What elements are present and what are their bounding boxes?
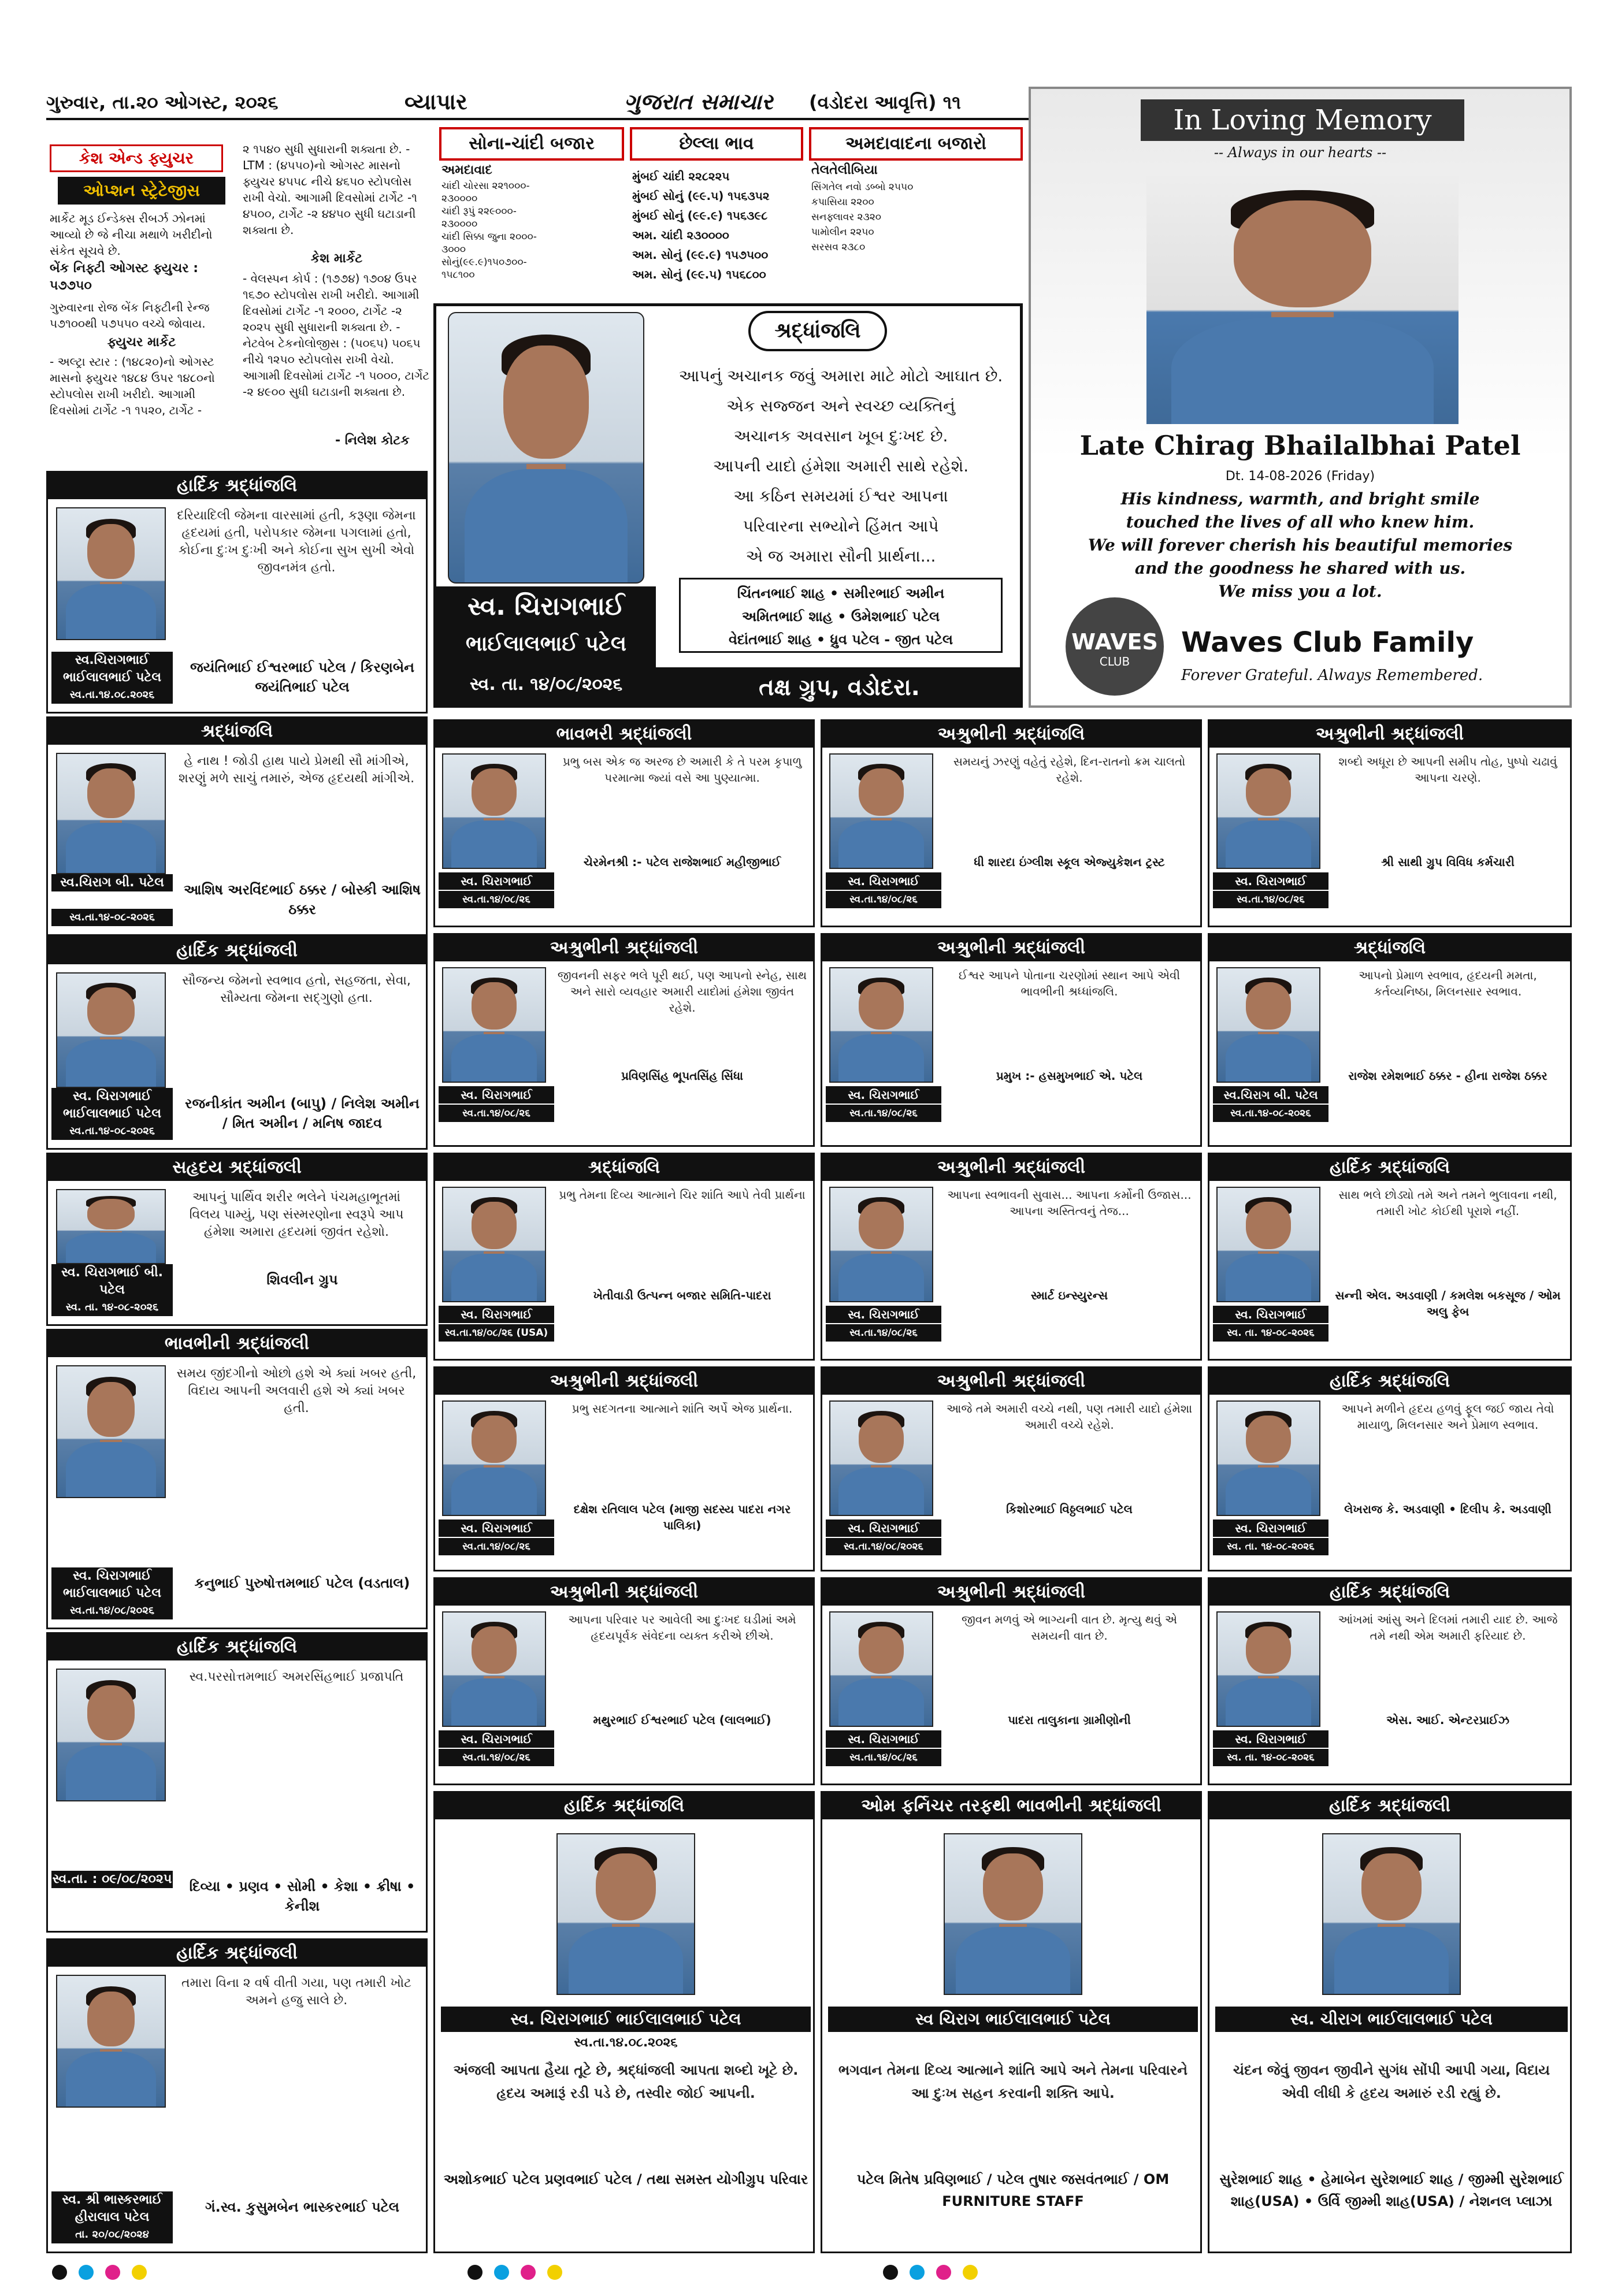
last-price-box: [630, 127, 803, 295]
top-memorial-line: એક સજ્જન અને સ્વચ્છ વ્યક્તિનું: [726, 396, 955, 415]
gold-box: [439, 127, 624, 295]
grid-notice: [821, 1366, 1202, 1571]
notice-title: અશ્રુભીની શ્રદ્ધાંજલી: [822, 1368, 1200, 1395]
notice-names: પ્રમુખ :- હસમુખભાઈ એ. પટેલ: [996, 1069, 1143, 1083]
notice-date: સ્વ.તા.૧૪/૦૮/૨૬: [439, 891, 554, 908]
top-memorial-line: એ જ અમારા સૌની પ્રાર્થના...: [745, 547, 936, 566]
notice-text: પ્રભુ સદગતના આત્માને શાંતિ અર્પે એજ પ્રાર્થના.: [572, 1402, 793, 1416]
notice-person: સ્વ. ચિરાગભાઈ: [439, 1306, 554, 1323]
notice-date: સ્વ. તા. ૧૪-૦૮-૨૦૨૬: [1213, 1324, 1328, 1342]
loving-dt: Dt. 14-08-2026 (Friday): [1225, 469, 1375, 484]
top-memorial-line: પરિવારના સભ્યોને હિંમત આપે: [743, 517, 939, 536]
notice-names: સ્માર્ટ ઇન્સ્યુરન્સ: [1030, 1288, 1108, 1302]
bank-nifty-title: બેંક નિફ્ટી ઓગસ્ટ ફ્યુચર : ૫૭૭૫૦: [50, 261, 199, 293]
top-memorial-name-row: વેદાંતભાઈ શાહ • ધ્રુવ પટેલ - જીત પટેલ: [728, 631, 953, 648]
market-col1: માર્કેટ મૂડ ઈન્ડેક્સ રીબર્ઝ ઝોનમાં આવ્યો છે જે નીચા મથાળે ખરીદીનો સંકેત સૂચવે છે.: [50, 211, 213, 258]
notice-title: હાર્દિક શ્રદ્ધાંજલિ: [48, 1634, 426, 1660]
header-edition: (વડોદરા આવૃત્તિ) ૧૧: [809, 91, 961, 113]
person-photo: [1216, 753, 1320, 869]
loving-memory: [1029, 87, 1572, 708]
gold-ahmedabad: અમદાવાદ: [441, 163, 492, 177]
masthead: [46, 87, 1029, 120]
person-photo: [442, 1187, 546, 1302]
notice-names: કિશોરભાઈ વિઠ્ઠલભાઈ પટેલ: [1006, 1502, 1133, 1516]
last-title: છેલ્લા ભાવ: [630, 127, 803, 161]
ahm-row: સિંગતેલ નવો ડબ્બો ૨૫૫૦: [811, 181, 914, 193]
notice-text: તમારા વિના ૨ વર્ષ વીતી ગયા, પણ તમારી ખોટ અમને હજુ સાલે છે.: [181, 1976, 411, 2008]
notice-person: સ્વ. ચિરાગભાઈ: [1213, 1730, 1328, 1748]
notice-title: શ્રદ્ધાંજલિ: [1209, 935, 1570, 961]
notice-text: પ્રભુ બસ એક જ અરજ છે અમારી કે તે પરમ કૃપાળુ પરમાત્મા જ્યાં વસે આ પુણ્યાત્મા.: [562, 755, 802, 785]
loving-line: His kindness, warmth, and bright smile: [1120, 489, 1480, 508]
notice-names: શિવલીન ગ્રુપ: [266, 1272, 338, 1288]
notice-date: સ્વ.તા.૧૪-૦૮-૨૦૨૬: [1213, 1105, 1328, 1122]
notice-date: સ્વ. તા. ૧૪-૦૮-૨૦૨૬: [1213, 1538, 1328, 1555]
loving-line: touched the lives of all who knew him.: [1126, 512, 1475, 532]
top-memorial-line: અચાનક અવસાન ખૂબ દુઃખદ છે.: [733, 426, 948, 445]
grid-notice: [821, 719, 1202, 927]
gold-row: ચાંદી રૂપું ૨૨૯૦૦૦-: [441, 206, 517, 217]
notice-title: હાર્દિક શ્રદ્ધાંજલી: [48, 1940, 426, 1967]
ahm-title: અમદાવાદના બજારો: [809, 127, 1023, 161]
header-section: વ્યાપાર: [404, 89, 467, 114]
notice-person: સ્વ.ચિરાગભાઈ: [51, 652, 173, 669]
notice-person: સ્વ. ચિરાગભાઈ: [826, 1086, 941, 1104]
notice-text: ઈશ્વર આપને પોતાના ચરણોમાં સ્થાન આપે એવી ભાવભીની શ્રધ્ધાંજલિ.: [958, 968, 1181, 998]
notice-date: સ્વ.તા.૧૪/૦૮/૨૬: [439, 1538, 554, 1555]
person-photo: [442, 1400, 546, 1516]
notice-names: પાદરા તાલુકાના ગ્રામીણોની: [1008, 1713, 1131, 1727]
future-market-title: ફ્યુચર માર્કેટ: [107, 335, 176, 350]
notice-person: સ્વ. ચિરાગભાઈ: [826, 1730, 941, 1748]
option-title: ઓપ્શન સ્ટ્રેટેજીસ: [58, 177, 225, 205]
gold-row: ૨૩૦૦૦૦: [441, 193, 478, 205]
notice-title: હાર્દિક શ્રદ્ધાંજલિ: [1209, 1368, 1570, 1395]
club-name: Waves Club Family: [1181, 626, 1474, 659]
market-col1b: ગુરુવારના રોજ બેંક નિફ્ટીની રેન્જ ૫૭૧૦૦થી ૫૭૫૫૦ વચ્ચે જોવાય.: [50, 300, 210, 330]
notice-text: હે નાથ ! જોડી હાથ પાયે પ્રેમથી સૌ માંગીએ, શરણું મળે સાચું તમારું, એજ હૃદયથી માંગીએ.: [178, 754, 415, 786]
gold-rows: [439, 180, 624, 281]
notice-names: પ્રવિણસિંહ ભૂપતસિંહ સિંધા: [621, 1069, 744, 1083]
notice-date: સ્વ.તા.૧૪/૦૮/૨૬: [1213, 891, 1328, 908]
gold-row: ૧૫૮૧૦૦: [441, 269, 475, 281]
notice-person: સ્વ. ચિરાગભાઈ: [1213, 1306, 1328, 1323]
oilseeds-title: તેલતેલીબિયા: [811, 163, 878, 177]
gold-row: સોનું(૯૯.૯)૧૫૦૭૦૦-: [441, 257, 527, 268]
bottom-notice: [821, 1791, 1202, 2253]
grid-notice: [821, 933, 1202, 1147]
gold-row: ચાંદી સિક્કા જુના ૨૦૦૦-: [441, 231, 537, 243]
top-memorial-photo: [448, 312, 644, 584]
person-photo: [829, 753, 933, 869]
gold-row: ૩૦૦૦: [441, 244, 466, 255]
notice-date: સ્વ.તા.૧૪/૦૮/૨૦૨૬: [826, 1538, 941, 1555]
notice-date: સ્વ.તા.૧૪/૦૮/૨૬: [439, 1749, 554, 1766]
header-paper: ગુજરાત સમાચાર: [624, 89, 773, 114]
notice-title: શ્રદ્ધાંજલિ: [48, 718, 426, 745]
notice-text: જીવનની સફર ભલે પૂરી થઈ, પણ આપનો સ્નેહ, સાથ અને સારો વ્યવહાર અમારી યાદોમાં હંમેશા જીવંત રહેશે.: [557, 968, 807, 1015]
left-notice: [46, 1632, 428, 1933]
market-col2b: - વેલસ્પન કોર્પ : (૧૭૭૪) ૧૭૦૪ ઉપર ૧૬૭૦ સ્ટોપલોસ રાખી ખરીદો. આગામી દિવસોમાં ટાર્ગેટ -૧ ૨૦૦૦, ટાર્ગેટ -૨ ૨૦૨૫ સુધી સુધારાની શક્યતા છે. - નેટવેબ ટેકનોલોજીસ : (૫૦૬૫) ૫૦૬૫ નીચે ૧૨૫૦ સ્ટોપલોસ રાખી વેચો. આગામી દિવસોમાં ટાર્ગેટ -૧ ૫૦૦૦, ટાર્ગેટ -૨ ૪૯૦૦ સુધી ઘટાડાની શક્યતા છે.: [243, 272, 430, 399]
loving-title: In Loving Memory: [1141, 99, 1464, 141]
notice-person: સ્વ. ચિરાગભાઈ: [826, 1306, 941, 1323]
left-notice: [46, 1153, 428, 1326]
notice-person2: ભાઈલાલભાઈ પટેલ: [51, 669, 173, 686]
grid-notice: [433, 1366, 815, 1571]
top-memorial-name-row: અમિતભાઈ શાહ • ઉમેશભાઈ પટેલ: [741, 608, 940, 625]
notice-person: સ્વ. ચિરાગભાઈ: [1213, 872, 1328, 890]
notice-names: મથુરભાઈ ઈશ્વરભાઈ પટેલ (લાલભાઈ): [593, 1713, 771, 1727]
notice-text: આપના પરિવાર પર આવેલી આ દુઃખદ ઘડીમાં અમે હૃદયપૂર્વક સંવેદના વ્યક્ત કરીએ છીએ.: [568, 1613, 796, 1643]
notice-names: સુરેશભાઈ શાહ • હેમાબેન સુરેશભાઈ શાહ / જીમ્મી સુરેશભાઈ શાહ(USA) • ઉર્વિ જીમ્મી શાહ(USA) / નેશનલ પ્લાઝા: [1219, 2171, 1564, 2209]
person-photo: [1216, 967, 1320, 1083]
notice-names: અશોકભાઈ પટેલ પ્રણવભાઈ પટેલ / તથા સમસ્ત યોગીગ્રુપ પરિવાર: [443, 2171, 808, 2187]
notice-text: આપનું પાર્થિવ શરીર ભલેને પંચમહાભૂતમાં વિલય પામ્યું, પણ સંસ્મરણોના સ્વરૂપે આપ હંમેશા અમારા હૃદયમાં જીવંત રહેશો.: [189, 1190, 404, 1239]
last-price-row: અમ. સોનું (૯૯.૫) ૧૫૬૮૦૦: [632, 268, 766, 281]
notice-text: સમય જીંદગીનો ઓછો હશે એ ક્યાં ખબર હતી, વિદાય આપની અલવારી હશે એ ક્યાં ખબર હતી.: [176, 1366, 417, 1416]
last-price-row: મુંબઈ ચાંદી ૨૨૮૨૨૫: [632, 169, 730, 183]
person-photo: [56, 1975, 166, 2108]
club-sub: Forever Grateful. Always Remembered.: [1181, 667, 1483, 684]
waves-logo-text: WAVES: [1071, 629, 1158, 655]
notice-date: સ્વ.તા.૧૪.૦૮.૨૦૨૬: [574, 2035, 678, 2050]
notice-person: સ્વ. ચિરાગભાઈ: [439, 872, 554, 890]
person-photo: [829, 967, 933, 1083]
notice-person: સ્વ. ચિરાગભાઈ: [1213, 1519, 1328, 1537]
notice-person: સ્વ. ચિરાગભાઈ: [439, 1086, 554, 1104]
grid-notice: [1208, 719, 1572, 927]
bottom-notice: [433, 1791, 815, 2253]
notice-names: જયંતિભાઈ ઈશ્વરભાઈ પટેલ / કિરણબેન જયંતિભાઈ પટેલ: [190, 659, 414, 695]
notice-title: અશ્રુભીની શ્રદ્ધાંજલી: [435, 1579, 813, 1606]
notice-title: શ્રદ્ધાંજલિ: [435, 1154, 813, 1181]
left-notice: [46, 716, 428, 936]
notice-person: સ્વ. ચિરાગભાઈ: [826, 872, 941, 890]
notice-title: ઓમ ફર્નિચર તરફથી ભાવભીની શ્રદ્ધાંજલી: [822, 1793, 1200, 1819]
notice-title: અશ્રુભીની શ્રદ્ધાંજલી: [822, 1154, 1200, 1181]
notice-names: લેખરાજ કે. અડવાણી • દિલીપ કે. અડવાણી: [1344, 1502, 1552, 1516]
loving-lines: [1031, 488, 1569, 603]
notice-title: ભાવભીની શ્રદ્ધાંજલી: [48, 1331, 426, 1357]
notice-text: ચંદન જેવું જીવન જીવીને સુગંધ સોંપી આપી ગયા, વિદાય એવી લીધી કે હૃદય અમારું રડી રહ્યું છે.: [1233, 2062, 1550, 2101]
waves-logo: [1066, 597, 1164, 696]
person-photo: [56, 1365, 166, 1498]
grid-notice: [433, 1153, 815, 1361]
notice-person: સ્વ ચિરાગ ભાઈલાલભાઈ પટેલ: [828, 2007, 1198, 2032]
grid-notice: [433, 719, 815, 927]
top-memorial-name-row: ચિંતનભાઈ શાહ • સમીરભાઈ અમીન: [737, 585, 945, 601]
grid-notice: [821, 1153, 1202, 1361]
left-notice: [46, 1938, 428, 2253]
notice-person: સ્વ. ચીરાગ ભાઈલાલભાઈ પટેલ: [1215, 2007, 1568, 2032]
market-col1c: - અલ્ટ્રા સ્ટાર : (૧૪૮૨૦)નો ઓગસ્ટ માસનો ફ્યુચર ૧૪૮૪ ઉપર ૧૪૮૦નો સ્ટોપલોસ રાખી ખરીદો. આગામી દિવસોમાં ટાર્ગેટ -૧ ૧૫૨૦, ટાર્ગેટ -: [50, 355, 215, 417]
notice-date: સ્વ. તા. ૧૪-૦૮-૨૦૨૬: [51, 1299, 173, 1316]
notice-names: ધી શારદા ઇંગ્લીશ સ્કૂલ એજ્યુકેશન ટ્રસ્ટ: [974, 855, 1165, 869]
notice-text: દરિયાદિલી જેમના વારસામાં હતી, કરૂણા જેમના હૃદયમાં હતી, પરોપકાર જેમના પગલામાં હતો, કોઈના દુઃખ દુઃખી અને કોઈના સુખ સુખી એવો જીવનમંત્ર હતો.: [177, 508, 416, 575]
loving-line: We miss you a lot.: [1218, 582, 1382, 601]
notice-names: શ્રી સાથી ગ્રુપ વિવિધ કર્મચારી: [1381, 855, 1515, 869]
notice-person: સ્વ. ચિરાગભાઈ બી. પટેલ: [51, 1264, 173, 1299]
top-memorial: [433, 303, 1023, 708]
loving-line: and the goodness he shared with us.: [1134, 559, 1466, 578]
last-price-row: અમ. સોનું (૯૯.૯) ૧૫૭૫૦૦: [632, 248, 769, 262]
person-photo: [56, 1189, 166, 1264]
notice-title: અશ્રુભીની શ્રદ્ધાંજલી: [435, 935, 813, 961]
notice-person2: ભાઈલાલભાઈ પટેલ: [51, 1105, 173, 1123]
ahm-market-box: [809, 127, 1023, 295]
notice-title: ભાવભરી શ્રદ્ધાંજલી: [435, 721, 813, 748]
notice-person2: ભાઈલાલભાઈ પટેલ: [51, 1585, 173, 1602]
notice-date: સ્વ.તા.૧૪/૦૮/૨૬ (USA): [439, 1324, 554, 1342]
notice-title: અશ્રુભીની શ્રદ્ધાંજલી: [435, 1368, 813, 1395]
notice-names: ચેરમેનશ્રી :- પટેલ રાજેશભાઈ મહીજીભાઈ: [583, 855, 781, 869]
last-price-row: અમ. ચાંદી ૨૩૦૦૦૦: [632, 228, 729, 242]
notice-names: સન્ની એલ. અડવાણી / કમલેશ બકસૂજ / ઓમ અલુ ફેબ: [1335, 1288, 1561, 1318]
cash-future-title: કેશ એન્ડ ફ્યુચર: [50, 144, 223, 172]
notice-person2: હીરાલાલ પટેલ: [51, 2209, 173, 2226]
header-date: ગુરુવાર, તા.૨૦ ઓગસ્ટ, ૨૦૨૬: [46, 91, 279, 113]
left-notice: [46, 1329, 428, 1629]
notice-text: સૌજન્ય જેમનો સ્વભાવ હતો, સહજતા, સેવા, સૌમ્યતા જેમના સદ્ગુણો હતા.: [182, 974, 411, 1005]
notice-names: રજનીકાંત અમીન (બાપુ) / નિલેશ અમીન / મિત અમીન / મનિષ જાદવ: [185, 1095, 420, 1131]
notice-date: તા. ૨૦/૦૮/૨૦૨૪: [51, 2226, 173, 2243]
grid-notice: [821, 1577, 1202, 1785]
notice-text: જીવન મળવું એ ભાગ્યની વાત છે. મૃત્યુ થવું એ સમયની વાત છે.: [962, 1613, 1177, 1643]
notice-text: અંજલી આપતા હૈયા તૂટે છે, શ્રદ્ધાંજલી આપતા શબ્દો ખૂટે છે. હૃદય અમારૂં રડી પડે છે, તસ્વીર જોઈ આપની.: [453, 2062, 799, 2101]
notice-text: આજે તમે અમારી વચ્ચે નથી, પણ તમારી યાદો હંમેશા અમારી વચ્ચે રહેશે.: [946, 1402, 1193, 1432]
color-registration-marks: [0, 2265, 1618, 2282]
grid-notice: [1208, 1153, 1572, 1361]
last-rows: [630, 161, 803, 290]
notice-names: પટેલ મિતેષ પ્રવિણભાઈ / પટેલ તુષાર જસવંતભાઈ / OM FURNITURE STAFF: [856, 2171, 1170, 2209]
notice-person: સ્વ. ચિરાગભાઈ: [51, 1567, 173, 1585]
notice-date: સ્વ.તા.૧૪/૦૮/૨૬: [826, 891, 941, 908]
top-memorial-lines: [667, 361, 1014, 571]
notice-title: અશ્રુભીની શ્રદ્ધાંજલી: [1209, 721, 1570, 748]
notice-person: સ્વ.તા. : ૦૯/૦૮/૨૦૨૫: [51, 1871, 173, 1888]
person-photo: [829, 1611, 933, 1727]
person-photo: [442, 967, 546, 1083]
notice-names: ખેતીવાડી ઉત્પન્ન બજાર સમિતિ-પાદરા: [593, 1288, 771, 1302]
notice-text: પ્રભુ તેમના દિવ્ય આત્માને ચિર શાંતિ આપે તેવી પ્રાર્થના: [559, 1188, 806, 1202]
notice-person: સ્વ.ચિરાગ બી. પટેલ: [1213, 1086, 1328, 1104]
top-memorial-line: આપની યાદો હંમેશા અમારી સાથે રહેશે.: [712, 456, 969, 475]
notice-date: સ્વ.તા.૧૪/૦૮/૨૬: [826, 1749, 941, 1766]
top-memorial-person: સ્વ. ચિરાગભાઈ: [436, 586, 656, 627]
notice-title: હાર્દિક શ્રદ્ધાંજલિ: [435, 1793, 813, 1819]
person-photo: [1216, 1400, 1320, 1516]
notice-text: આપને મળીને હૃદય હળવું ફૂલ જઈ જાય તેવો માયાળુ, મિલનસાર અને પ્રેમાળ સ્વભાવ.: [1341, 1402, 1554, 1432]
notice-person: સ્વ. ચિરાગભાઈ: [439, 1519, 554, 1537]
ahm-rows: [809, 180, 1023, 255]
cash-market-title: કેશ માર્કેટ: [310, 251, 363, 266]
top-memorial-date: સ્વ. તા. ૧૪/૦૮/૨૦૨૬: [436, 667, 656, 705]
ahm-row: પામોલીન ૨૨૫૦: [811, 226, 874, 238]
market-col2: ૨ ૧૫૪૦ સુધી સુધારાની શક્યતા છે. - LTM : (૪૫૫૦)નો ઓગસ્ટ માસનો ફ્યુચર ૪૫૫૮ નીચે ૪૬૫૦ સ્ટોપલોસ રાખી વેચો. આગામી દિવસોમાં ટાર્ગેટ -૧ ૪૫૦૦, ટાર્ગેટ -૨ ૪૪૫૦ સુધી ઘટાડાની શક્યતા છે.: [243, 142, 417, 237]
notice-text: સમયનું ઝરણું વહેતું રહેશે, દિન-રાતનો ક્રમ ચાલતો રહેશે.: [953, 755, 1186, 785]
person-photo: [1216, 1187, 1320, 1302]
person-photo: [56, 972, 166, 1088]
notice-person: સ્વ. ચિરાગભાઈ: [826, 1519, 941, 1537]
notice-date: સ્વ.તા.૧૪/૦૮/૨૦૨૬: [51, 1602, 173, 1619]
top-memorial-group: તક્ષ ગ્રુપ, વડોદરા.: [656, 667, 1023, 708]
notice-text: સાથ ભલે છોડ્યો તમે અને તમને ભુલાવના નથી, તમારી ખોટ કોઈથી પૂરાશે નહીં.: [1338, 1188, 1557, 1218]
person-photo: [56, 507, 166, 640]
last-price-row: મુંબઈ સોનું (૯૯.૫) ૧૫૬૩૫૨: [632, 189, 770, 203]
person-photo: [1322, 1833, 1461, 1995]
left-notice: [46, 471, 428, 714]
loving-line: We will forever cherish his beautiful memories: [1088, 536, 1513, 555]
notice-title: અશ્રુભીની શ્રદ્ધાંજલી: [822, 935, 1200, 961]
notice-text: ભગવાન તેમના દિવ્ય આત્માને શાંતિ આપે અને તેમના પરિવારને આ દુઃખ સહન કરવાની શક્તિ આપે.: [838, 2062, 1188, 2101]
notice-text: આપનો પ્રેમાળ સ્વભાવ, હૃદયની મમતા, કર્તવ્યનિષ્ઠા, મિલનસાર સ્વભાવ.: [1359, 968, 1537, 998]
grid-notice: [1208, 933, 1572, 1147]
waves-logo-sub: CLUB: [1099, 655, 1130, 668]
notice-person: સ્વ.ચિરાગ બી. પટેલ: [51, 874, 173, 891]
notice-names: કનુભાઈ પુરુષોત્તમભાઈ પટેલ (વડતાલ): [194, 1575, 410, 1591]
ahm-row: સરસવ ૨૩૮૦: [811, 242, 866, 253]
notice-names: રાજેશ રમેશભાઈ ઠક્કર - હીના રાજેશ ઠક્કર: [1348, 1069, 1548, 1083]
notice-date: સ્વ.તા.૧૪/૦૮/૨૬: [439, 1105, 554, 1122]
last-price-row: મુંબઈ સોનું (૯૯.૯) ૧૫૬૩૯૮: [632, 209, 768, 222]
notice-person: સ્વ. ચિરાગભાઈ ભાઈલાલભાઈ પટેલ: [441, 2007, 811, 2032]
grid-notice: [433, 933, 815, 1147]
top-memorial-names: [679, 578, 1003, 653]
notice-title: હાર્દિક શ્રદ્ધાંજલી: [1209, 1793, 1570, 1819]
grid-notice: [1208, 1577, 1572, 1785]
notice-title: હાર્દિક શ્રદ્ધાંજલિ: [1209, 1154, 1570, 1181]
market-author: - નિલેશ કોટક: [335, 433, 410, 448]
notice-title: હાર્દિક શ્રદ્ધાંજલિ: [48, 473, 426, 499]
notice-date: સ્વ.તા.૧૪-૦૮-૨૦૨૬: [51, 1123, 173, 1140]
gold-title: સોના-ચાંદી બજાર: [439, 127, 624, 161]
person-photo: [56, 1669, 166, 1801]
notice-names: દક્ષેશ રતિલાલ પટેલ (માજી સદસ્ય પાદરા નગર પાલિકા): [573, 1502, 791, 1532]
person-photo: [56, 753, 166, 874]
top-memorial-line: આ કઠિન સમયમાં ઈશ્વર આપના: [733, 486, 948, 506]
person-photo: [829, 1400, 933, 1516]
left-notice: [46, 936, 428, 1150]
notice-date: સ્વ.તા.૧૪/૦૮/૨૬: [826, 1324, 941, 1342]
loving-name: Late Chirag Bhailalbhai Patel: [1079, 430, 1521, 461]
person-photo: [556, 1833, 695, 1995]
notice-person: સ્વ. ચિરાગભાઈ: [439, 1730, 554, 1748]
loving-photo: [1146, 170, 1459, 424]
ahm-row: કપાસિયા ૨૨૦૦: [811, 196, 874, 208]
gold-row: ૨૩૦૦૦૦: [441, 218, 478, 230]
grid-notice: [1208, 1366, 1572, 1571]
notice-date: સ્વ.તા.૧૪/૦૮/૨૬: [826, 1105, 941, 1122]
person-photo: [944, 1833, 1082, 1995]
notice-names: દિવ્યા • પ્રણવ • સોમી • કેશા • ક્રીષા • કેનીશ: [189, 1878, 415, 1914]
person-photo: [1216, 1611, 1320, 1727]
bottom-notice: [1208, 1791, 1572, 2253]
notice-title: અશ્રુભીની શ્રદ્ધાંજલિ: [822, 721, 1200, 748]
notice-text: આંખમાં આંસુ અને દિલમાં તમારી યાદ છે. આજે તમે નથી એમ અમારી ફરિયાદ છે.: [1338, 1613, 1558, 1643]
notice-person: સ્વ. ચિરાગભાઈ: [51, 1088, 173, 1105]
notice-title: હાર્દિક શ્રદ્ધાંજલિ: [1209, 1579, 1570, 1606]
person-photo: [442, 753, 546, 869]
market-section: [46, 127, 433, 468]
notice-text: સ્વ.પરસોત્તમભાઈ અમરસિંહભાઈ પ્રજાપતિ: [189, 1670, 404, 1684]
person-photo: [829, 1187, 933, 1302]
notice-date: સ્વ.તા.૧૪.૦૮.૨૦૨૬: [51, 686, 173, 704]
ahm-row: સનફ્લાવર ૨૩૨૦: [811, 211, 882, 223]
notice-date: સ્વ. તા. ૧૪-૦૮-૨૦૨૬: [1213, 1749, 1328, 1766]
notice-text: શબ્દો અધૂરા છે આપની સમીપ તોહ, પુષ્પો ચઢાવું આપના ચરણે.: [1338, 755, 1557, 785]
notice-title: સહૃદય શ્રદ્ધાંજલી: [48, 1154, 426, 1181]
notice-names: આશિષ અરવિંદભાઈ ઠક્કર / બોસ્કી આશિષ ઠક્કર: [184, 882, 421, 917]
notice-names: ગં.સ્વ. કુસુમબેન ભાસ્કરભાઈ પટેલ: [205, 2199, 399, 2215]
top-memorial-line: આપનું અચાનક જવું અમારા માટે મોટો આઘાત છે.: [678, 366, 1003, 385]
notice-title: અશ્રુભીની શ્રદ્ધાંજલી: [822, 1579, 1200, 1606]
top-memorial-title: શ્રદ્ધાંજલિ: [748, 311, 887, 351]
notice-text: આપના સ્વભાવની સુવાસ... આપના કર્મોની ઉજાસ... આપના અસ્તિત્વનું તેજ...: [947, 1188, 1192, 1218]
grid-notice: [433, 1577, 815, 1785]
notice-person: સ્વ. શ્રી ભાસ્કરભાઈ: [51, 2191, 173, 2209]
gold-row: ચાંદી ચોરસા ૨૨૧૦૦૦-: [441, 180, 530, 192]
notice-title: હાર્દિક શ્રદ્ધાંજલી: [48, 938, 426, 964]
person-photo: [442, 1611, 546, 1727]
notice-names: એસ. આઈ. એન્ટરપ્રાઈઝ: [1386, 1713, 1509, 1727]
notice-date: સ્વ.તા.૧૪-૦૮-૨૦૨૬: [51, 909, 173, 926]
loving-sub: -- Always in our hearts --: [1214, 144, 1387, 161]
top-memorial-person2: ભાઈલાલભાઈ પટેલ: [436, 627, 656, 667]
